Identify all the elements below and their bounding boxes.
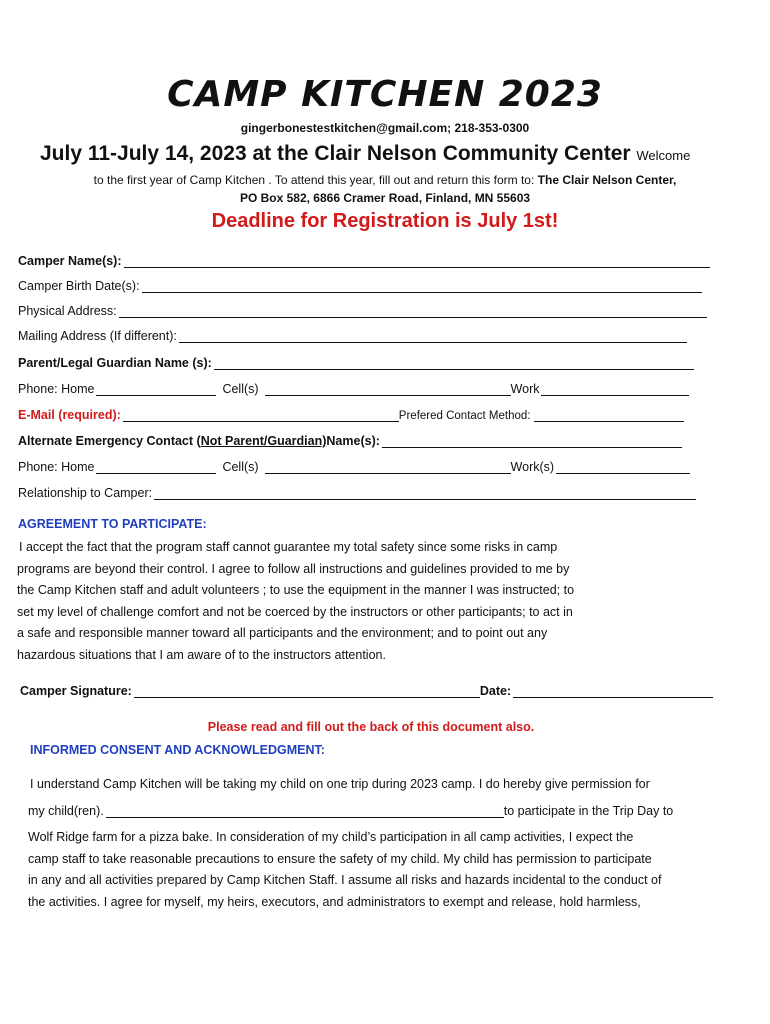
consent-heading: INFORMED CONSENT AND ACKNOWLEDGMENT: [30, 743, 325, 757]
agreement-line: set my level of challenge comfort and not be coerced by the instructors or other participants; to act in [17, 604, 573, 619]
email-label: E-Mail (required): [18, 408, 121, 422]
birth-dates-label: Camper Birth Date(s): [18, 279, 140, 293]
child-name-label: my child(ren). [28, 804, 104, 818]
birth-dates-line[interactable] [142, 281, 702, 293]
work-line[interactable] [541, 384, 689, 396]
alt-phone-field [18, 460, 690, 474]
agreement-heading: AGREEMENT TO PARTICIPATE: [18, 517, 207, 531]
phone-home-label: Phone: Home [18, 382, 95, 396]
signature-line[interactable] [134, 686, 480, 698]
intro-line [0, 173, 770, 187]
relationship-label: Relationship to Camper: [18, 486, 153, 500]
agreement-line: I accept the fact that the program staff cannot guarantee my total safety since some risks in camp [19, 540, 558, 554]
return-to-text: The Clair Nelson Center, [537, 173, 677, 187]
dates-location-text: July 11-July 14, 2023 at the Clair Nelson Community Center [40, 142, 631, 165]
camper-names-line[interactable] [124, 256, 710, 268]
physical-address-line[interactable] [119, 306, 707, 318]
work-label: Work [510, 382, 540, 396]
physical-address-label: Physical Address: [18, 304, 117, 318]
guardian-name-line[interactable] [214, 358, 694, 370]
phone-field [18, 382, 689, 396]
agreement-line: a safe and responsible manner toward all participants and the environment; and to point out any [17, 626, 548, 641]
consent-line: in any and all activities prepared by Camp Kitchen Staff. I assume all risks and hazards incidental to the conduct of [28, 873, 662, 888]
mailing-address-label: Mailing Address (If different): [18, 329, 177, 343]
consent-line: Wolf Ridge farm for a pizza bake. In consideration of my child’s participation in all camp activities, I expect the [28, 830, 634, 844]
alt-contact-label-underlined: Not Parent/Guardian) [200, 434, 327, 448]
alt-contact-label-pre: Alternate Emergency Contact ( [18, 434, 201, 448]
relationship-line[interactable] [154, 488, 696, 500]
agreement-line: the Camp Kitchen staff and adult volunteers ; to use the equipment in the manner I was instructed; to [17, 583, 575, 598]
mailing-address-line[interactable] [179, 331, 687, 343]
date-line[interactable] [513, 686, 713, 698]
intro-text: to the first year of Camp Kitchen . To attend this year, fill out and return this form to: [93, 173, 535, 187]
relationship-field [18, 486, 696, 500]
agreement-line: hazardous situations that I am aware of to the instructors attention. [17, 647, 386, 662]
alt-cell-label: Cell(s) [222, 460, 259, 474]
signature-field [20, 684, 713, 698]
email-line[interactable] [123, 410, 399, 422]
back-page-notice: Please read and fill out the back of this document also. [207, 720, 535, 734]
date-label: Date: [479, 684, 512, 698]
alt-contact-field [18, 434, 682, 448]
consent-line: the activities. I agree for myself, my heirs, executors, and administrators to exempt and release, hold harmless, [28, 894, 641, 909]
form-title: CAMP KITCHEN 2023 [167, 74, 603, 115]
consent-line: camp staff to take reasonable precautions to ensure the safety of my child. My child has permission to participate [28, 851, 652, 866]
alt-phone-home-line[interactable] [96, 462, 216, 474]
consent-line: I understand Camp Kitchen will be taking my child on one trip during 2023 camp. I do hereby give permission for [30, 777, 650, 791]
alt-work-label: Work(s) [510, 460, 555, 474]
signature-label: Camper Signature: [20, 684, 132, 698]
alt-cell-line[interactable] [265, 462, 511, 474]
agreement-line: programs are beyond their control. I agree to follow all instructions and guidelines provided to me by [17, 561, 570, 576]
welcome-text: Welcome [636, 148, 691, 163]
alt-phone-home-label: Phone: Home [18, 460, 95, 474]
cell-label: Cell(s) [222, 382, 259, 396]
alt-contact-label-post: Name(s): [326, 434, 380, 448]
child-name-line[interactable] [106, 806, 504, 818]
physical-address-field [18, 304, 707, 318]
preferred-contact-line[interactable] [534, 410, 684, 422]
return-address: PO Box 582, 6866 Cramer Road, Finland, MN 55603 [239, 191, 531, 205]
child-name-suffix: to participate in the Trip Day to [503, 804, 674, 818]
consent-text [28, 827, 661, 913]
birth-dates-field [18, 279, 702, 293]
event-dates-location [40, 142, 690, 166]
mailing-address-field [18, 329, 687, 343]
contact-info: gingerbonestestkitchen@gmail.com; 218-353-0300 [240, 121, 530, 135]
agreement-text [17, 537, 574, 667]
child-name-field [28, 804, 673, 818]
phone-home-line[interactable] [96, 384, 216, 396]
camper-names-label: Camper Name(s): [18, 254, 122, 268]
preferred-contact-label: Prefered Contact Method: [398, 410, 531, 422]
guardian-name-label: Parent/Legal Guardian Name (s): [18, 356, 212, 370]
email-field [18, 408, 684, 422]
alt-work-line[interactable] [556, 462, 690, 474]
guardian-name-field [18, 356, 694, 370]
alt-contact-line[interactable] [382, 436, 682, 448]
cell-line[interactable] [265, 384, 511, 396]
deadline-notice: Deadline for Registration is July 1st! [211, 210, 559, 232]
camper-names-field [18, 254, 710, 268]
